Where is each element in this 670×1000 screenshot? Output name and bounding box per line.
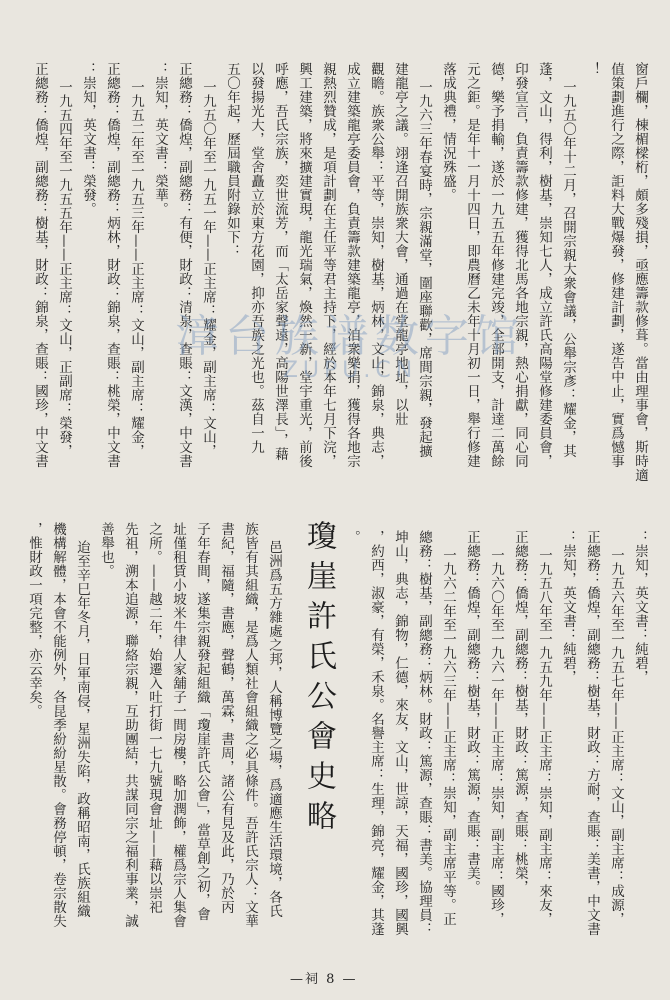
- text-column: 親熱烈贊成，是項計劃在主任平等君主持下，經於本年七月下浣，: [320, 62, 336, 468]
- text-column: 一九五〇年至一九五一年——正主席：耀金，副主席：文山，: [200, 80, 216, 458]
- text-column: 正總務：僑煌，副總務：有便，財政：清泉，查賬：文漢，中文書: [176, 62, 192, 468]
- text-column: 一九五八年至一九五九年——正主席：崇知，副主席：來友，: [536, 548, 552, 926]
- text-column: 一九五四年至一九五五年——正主席：文山，正副席：榮發，: [56, 80, 72, 458]
- text-column: 先祖，溯本追源，聯絡宗親，互助團結，共謀同宗之福利事業，誠: [122, 522, 138, 928]
- text-column: ：崇知，英文書：純碧，: [632, 530, 648, 684]
- text-column: 印發宣言，負責籌款修建，獲得北馬各地宗親，熱心捐獻，同心同: [512, 62, 528, 468]
- text-column: 窗戶欄，棟楣樑桁，頗多殘損，亟應籌款修葺。當由理事會，斯時適: [632, 62, 648, 482]
- text-column: ，約西，淑豪，有榮，禾泉。名譽主席：生理，錦亮，耀金，其蓬: [368, 530, 384, 936]
- text-column: 。: [344, 530, 360, 544]
- text-column: ：崇知，英文書：榮發。: [80, 62, 96, 216]
- text-column: 成立建築龍亭委員會，負責籌款建築龍亭，洎衆樂捐，獲得各地宗: [344, 62, 360, 468]
- text-column: 正總務：僑煌，副總務：樹基，財政：方耐，查賬：美書，中文書: [584, 530, 600, 936]
- text-column: 一九六二年至一九六三年——正主席：崇知，副主席平等。正: [440, 548, 456, 926]
- text-column: 觀瞻。族衆公舉：平等，崇知，樹基，炳林，文山，錦泉，典志，: [368, 62, 384, 468]
- text-column: 之所。——越二年，始遷入吐打街一七九號現會址——藉以崇祀: [146, 522, 162, 914]
- text-column: 書紀，福隨，書應，聲鶴，萬霖，書周，諸公有見及此，乃於丙: [218, 522, 234, 914]
- text-column: 一九五六年至一九五七年——正主席：文山，副主席：成源，: [608, 548, 624, 926]
- text-column: 五〇年起，歷屆職員附錄如下：: [224, 62, 240, 258]
- text-column: 機構解體，本會不能例外，各昆季紛紛星散。會務停頓，卷宗散失: [50, 522, 66, 928]
- text-column: 總務：樹基，副總務：炳林。財政：篤源，查賬：書美。協理員：: [416, 530, 432, 936]
- text-column: 落成典禮，情況殊盛。: [440, 62, 456, 202]
- text-column: ，惟財政一項完整，亦云幸矣。: [26, 522, 42, 718]
- text-column: 蓬，文山，得利，樹基，崇知七人，成立許氏高陽堂修建委員會，: [536, 62, 552, 468]
- text-column: 正總務：僑煌，副總務：樹基，財政：錦泉，查賬：國珍，中文書: [32, 62, 48, 468]
- text-column: ：崇知，英文書：純碧，: [560, 530, 576, 684]
- page-number: —祠 8 —: [290, 972, 358, 987]
- text-column: 正總務：僑煌，副總務：樹基，財政：篤源，查賬：書美。: [464, 530, 480, 894]
- text-column: 正總務：僑煌，副總務：炳林，財政：錦泉，查賬：桃榮，中文書: [104, 62, 120, 468]
- text-column: 呼應，吾氏宗族，奕世流芳，而「太岳家聲遠，高陽世澤長」，藉: [272, 62, 288, 462]
- text-column: 一九五〇年十二月，召開宗親大衆會議，公舉宗彥：耀金，其: [560, 80, 576, 458]
- text-column: 族皆有其組織，是爲人類社會組織之必具條件。吾許氏宗人：文華: [242, 522, 258, 928]
- text-column: 址僅租賃小坡米牛律人家舖子一間房樓，略加潤飾，權爲宗人集會: [170, 522, 186, 928]
- text-column: 邑洲爲五方雜處之邦，人稱博覽之場，爲適應生活環境，各氏: [266, 540, 282, 918]
- text-column: 德，樂予捐輸，遂於一九五五年修建完竣，全部開支，計達二萬餘: [488, 62, 504, 468]
- section-title: 瓊崖許氏公會史略: [301, 520, 336, 840]
- text-column: 值策劃進行之際，詎料大戰爆發，修建計劃，遂告中止，實爲憾事: [608, 62, 624, 468]
- text-column: 一九五二年至一九五三年——正主席：文山，副主席：耀金，: [128, 80, 144, 458]
- text-column: 以發揚光大，堂舍矗立於東方花園，抑亦吾族之光也。茲自一九: [248, 62, 264, 454]
- text-column: 子年春間，遂集宗親發起組織「瓊崖許氏公會」，當草創之初，會: [194, 522, 210, 922]
- text-column: 興工建築，將來擴建實現，龍光瑞氣，煥然一新，堂宇重光，前後: [296, 62, 312, 468]
- text-column: 坤山，典志，錦物，仁德，來友，文山，世諒，天福，國珍，國興: [392, 530, 408, 936]
- text-column: 正總務：僑煌，副總務：樹基，財政：篤源，查賬：桃榮，: [512, 530, 528, 894]
- text-column: 善舉也。: [98, 522, 114, 578]
- text-column: ：崇知，英文書：榮華。: [152, 62, 168, 216]
- watermark-text-cn: 漳台族谱数字馆: [175, 311, 525, 362]
- watermark: [150, 300, 550, 383]
- text-column: 一九六三年春宴時，宗親滿堂，圍座聯歡，席間宗親，發起擴: [416, 80, 432, 458]
- text-column: 一九六〇年至一九六一年——正主席：崇知，副主席：國珍，: [488, 548, 504, 926]
- watermark-text-en: ZUPU.CN: [282, 358, 418, 383]
- text-column: 迨至辛巳年冬月，日軍南侵，星洲失陷，政稱昭南，氏族組織: [74, 540, 90, 918]
- text-column: 建龍亭之議。翊逢召開族衆大會，通過在堂龍亭地址，以壯: [392, 62, 408, 426]
- text-column: ！: [584, 62, 600, 76]
- text-column: 元之鉅。是年十一月十四日，即農曆乙未年十月初一日，舉行修建: [464, 62, 480, 468]
